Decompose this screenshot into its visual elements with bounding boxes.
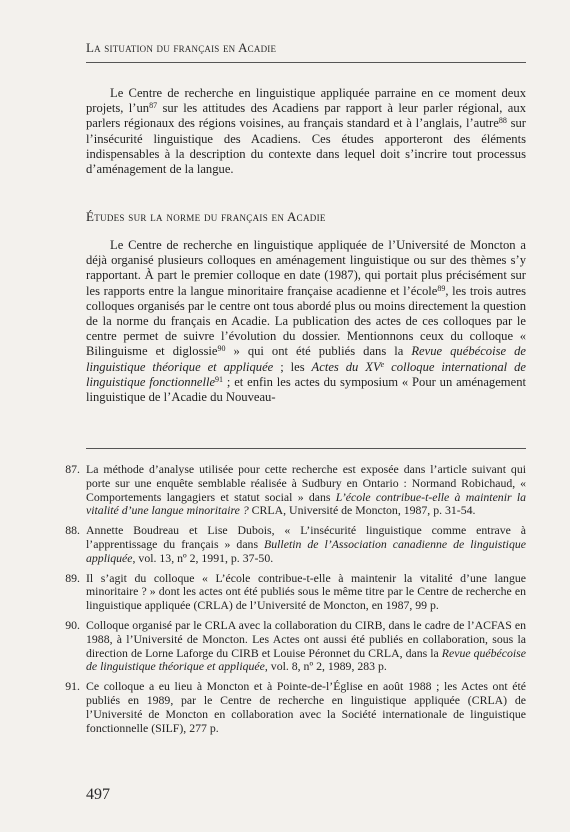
footnote-ref[interactable]: 91 [215,374,224,384]
header-rule [86,62,526,63]
footnote-number: 88. [65,523,80,538]
footnote-rule [86,448,526,449]
footnote-ref[interactable]: 89 [437,283,446,293]
body-paragraph-2 [86,238,526,405]
text-run: sur l’insécurité linguistique des Acadiens. Ces études apporteront des éléments indispensables à la description du contexte dans lequel doit s’incrire tout processus d’aménagement de la langue. [86,116,526,177]
footnote-90 [56,619,526,674]
footnote-89 [56,572,526,613]
footnote-text: , vol. 8, nº 2, 1989, 283 p. [264,659,387,674]
footnote-ref[interactable]: 90 [217,344,226,354]
footnote-text: Colloque organisé par le CRLA avec la collaboration du CIRB, dans le cadre de l’ACFAS en 1988, à l’Université de Moncton. Les Actes ont aussi été publiés en collaboration, sous la direction de Lorne Laforge du CIRB et Louise Péronnet du CRLA, dans la [86,617,526,660]
footnote-italic: Revue québécoise de linguistique théorique et appliquée [86,645,526,674]
footnote-text: La méthode d’analyse utilisée pour cette recherche est exposée dans l’article suivant qui porte sur une enquête semblable réalisée à Sudbury en Ontario : Normand Robichaud, « Comportements langagiers et statut social » dans [86,462,526,504]
footnote-91 [56,680,526,735]
footnote-text: CRLA, Université de Moncton, 1987, p. 31-54. [248,503,476,518]
section-heading: Études sur la norme du français en Acadie [86,209,326,224]
footnote-italic: Bulletin de l’Association canadienne de linguistique appliquée [86,536,526,565]
footnote-text: Il s’agit du colloque « L’école contribue-t-elle à maintenir la vitalité d’une langue minoritaire ? » dont les actes ont été publiés sous le même titre par le Centre de recherche en linguistique appliquée (CRLA) de l’Université de Moncton, en 1987, 99 p. [86,570,526,613]
ordinal-suffix: e [380,359,385,369]
text-run: Le Centre de recherche en linguistique appliquée parraine en ce moment deux projets, l’un [86,86,526,116]
footnote-88 [56,524,526,565]
footnote-87 [56,463,526,518]
text-run: Actes du XV [311,359,381,374]
text-run: sur les attitudes des Acadiens par rapport à leur parler régional, aux parlers régionaux des régions voisines, au français standard et à l’anglais, l’autre [86,101,526,131]
text-run: Le Centre de recherche en linguistique appliquée de l’Université de Moncton a déjà organisé plusieurs colloques en aménagement linguistique ou sur des thèmes s’y rapportant. À part le premier colloque en date (1987), qui portait plus précisément sur les rapports entre la langue minoritaire française acadienne et l’école [86,238,526,298]
body-paragraph-1 [86,86,526,177]
running-header: La situation du français en Acadie [86,40,277,55]
text-run: ; et enfin les actes du symposium « Pour un aménagement linguistique de l’Acadie du Nouveau- [86,374,526,405]
footnote-text: Annette Boudreau et Lise Dubois, « L’insécurité linguistique comme entrave à l’apprentissage du français » dans [86,523,526,551]
footnote-ref[interactable]: 87 [149,101,158,111]
text-run: , les trois autres colloques organisés par le centre ont tous abordé plus ou moins directement la question de la norme du français en Acadie. La publication des actes de ces colloques par le centre permet de suivre l’évolution du dossier. Mentionnons ceux du colloque « Bilinguisme et diglossie [86,283,526,359]
footnote-text: Ce colloque a eu lieu à Moncton et à Pointe-de-l’Église en août 1988 ; les Actes ont été publiés en 1989, par le Centre de recherche en linguistique appliquée (CRLA) de l’Université de Moncton en collaboration avec la Société internationale de linguistique fonctionnelle (SILF), 277 p. [86,679,526,735]
text-run: ; les [273,359,312,374]
footnote-number: 90. [65,617,80,632]
footnote-ref[interactable]: 88 [498,116,507,126]
footnote-number: 89. [65,570,80,585]
footnote-number: 91. [65,679,80,694]
page-number: 497 [86,786,110,803]
footnotes-block [56,463,526,741]
footnote-italic: L’école contribue-t-elle à maintenir la vitalité d’une langue minoritaire ? [86,489,527,518]
text-run: » qui ont été publiés dans la [225,344,412,359]
journal-title: Revue québécoise de linguistique théorique et appliquée [86,344,526,374]
footnote-number: 87. [65,462,80,476]
text-run: colloque international de linguistique fonctionnelle [86,359,526,389]
footnote-text: , vol. 13, nº 2, 1991, p. 37-50. [132,550,274,565]
